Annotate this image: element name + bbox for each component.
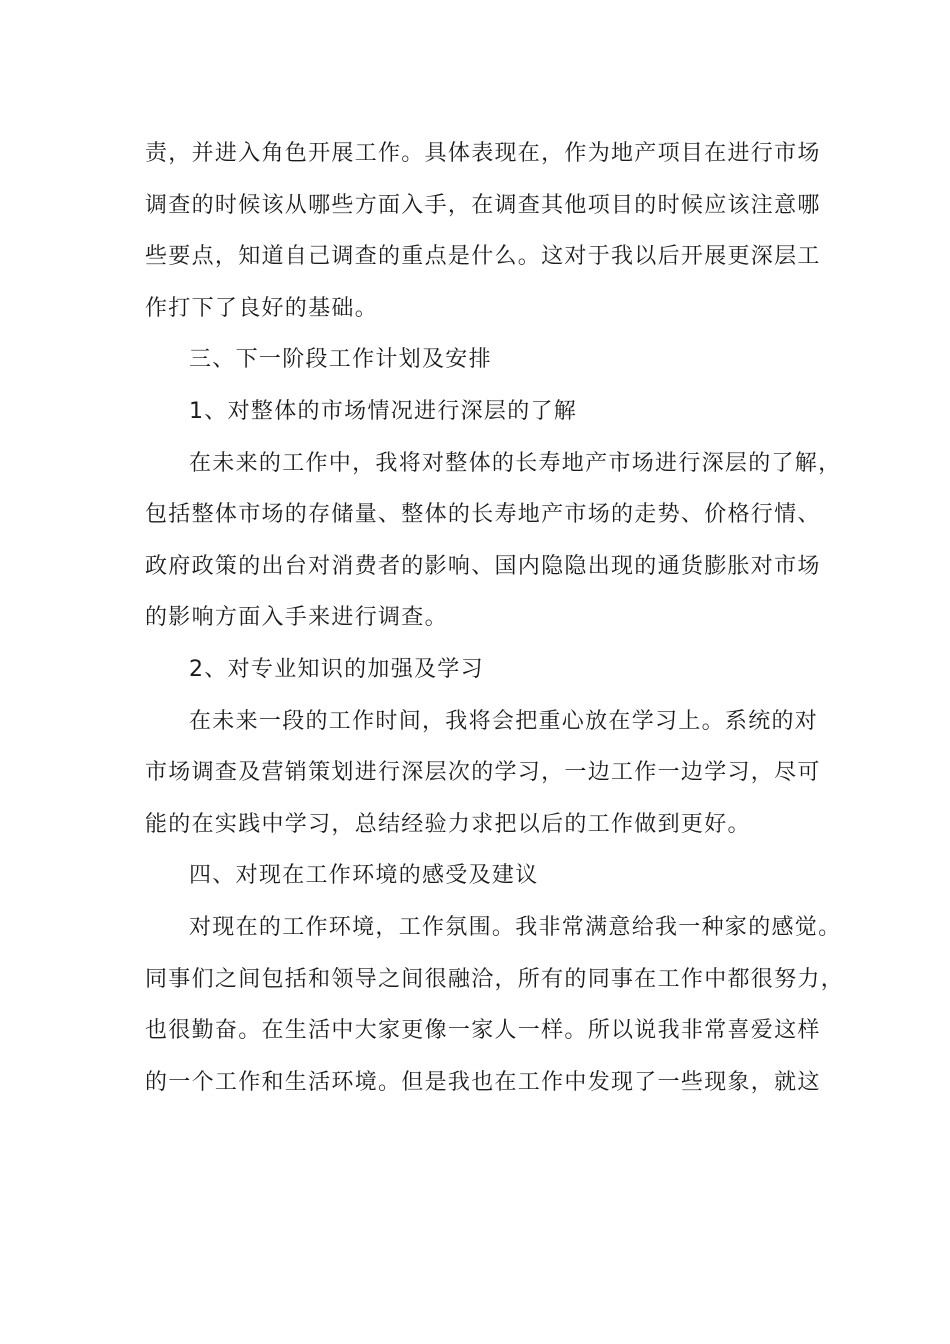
text-line: 包括整体市场的存储量、整体的长寿地产市场的走势、价格行情、 (145, 502, 821, 528)
section-heading: 三、下一阶段工作计划及安排 (189, 347, 492, 373)
subsection-heading: 1、对整体的市场情况进行深层的了解 (189, 398, 578, 424)
text-line: 在未来一段的工作时间，我将会把重心放在学习上。系统的对 (189, 708, 819, 734)
text-line: 能的在实践中学习，总结经验力求把以后的工作做到更好。 (145, 811, 751, 837)
subsection-heading: 2、对专业知识的加强及学习 (189, 656, 484, 682)
text-line: 的一个工作和生活环境。但是我也在工作中发现了一些现象，就这 (145, 1069, 821, 1095)
text-line: 在未来的工作中，我将对整体的长寿地产市场进行深层的了解， (189, 450, 842, 476)
section-heading: 四、对现在工作环境的感受及建议 (189, 863, 539, 889)
text-line: 作打下了良好的基础。 (145, 295, 379, 321)
text-line: 调查的时候该从哪些方面入手，在调查其他项目的时候应该注意哪 (145, 192, 821, 218)
text-line: 责，并进入角色开展工作。具体表现在，作为地产项目在进行市场 (145, 141, 821, 166)
text-line: 对现在的工作环境，工作氛围。我非常满意给我一种家的感觉。 (189, 914, 842, 940)
text-line: 同事们之间包括和领导之间很融洽，所有的同事在工作中都很努力， (145, 966, 845, 992)
document-body (145, 128, 845, 1108)
text-line: 政府政策的出台对消费者的影响、国内隐隐出现的通货膨胀对市场 (145, 553, 821, 579)
text-line: 的影响方面入手来进行调查。 (145, 605, 448, 631)
text-line: 也很勤奋。在生活中大家更像一家人一样。所以说我非常喜爱这样 (145, 1018, 821, 1044)
text-line: 些要点，知道自己调查的重点是什么。这对于我以后开展更深层工 (145, 244, 821, 270)
text-line: 市场调查及营销策划进行深层次的学习，一边工作一边学习，尽可 (145, 760, 821, 786)
